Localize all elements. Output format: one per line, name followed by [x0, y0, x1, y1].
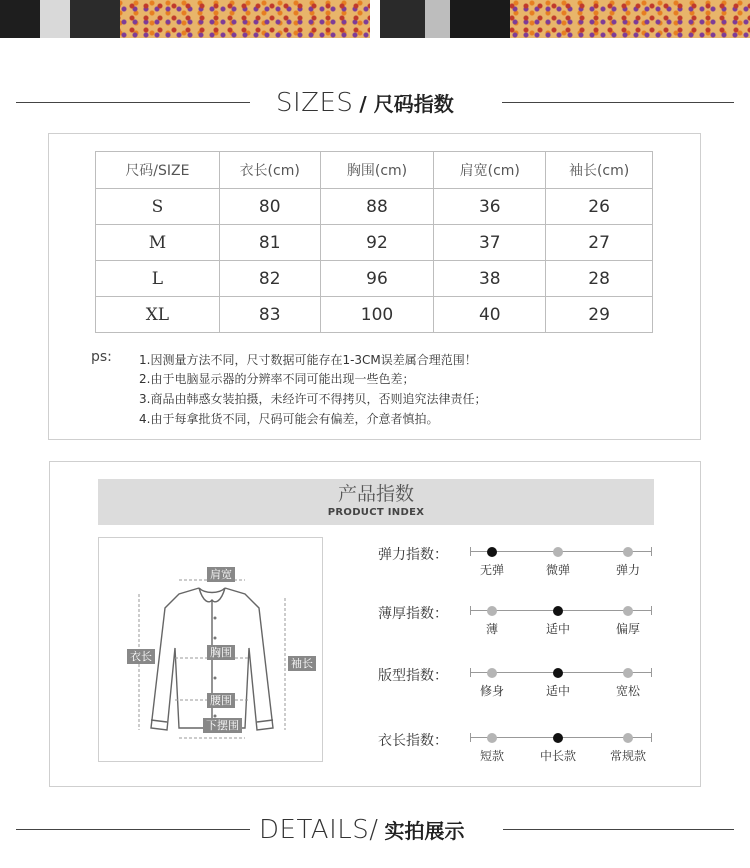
table-row: [96, 225, 653, 261]
size-cell: M: [96, 225, 220, 261]
index-scale: [470, 732, 652, 744]
scale-tick: [470, 606, 471, 615]
ps-note: 4.由于每拿批货不同，尺码可能会有偏差，介意者慎拍。: [139, 412, 439, 426]
index-option: 常规款: [609, 749, 647, 763]
ps-note: 1.因测量方法不同，尺寸数据可能存在1-3CM误差属合理范围！: [139, 353, 477, 367]
scale-tick: [470, 547, 471, 556]
details-heading: [259, 815, 465, 845]
scale-dot: [487, 733, 497, 743]
product-index-title: 产品指数: [337, 483, 414, 505]
divider-right: [503, 829, 734, 830]
ps-label: ps:: [91, 349, 112, 365]
product-index-band: [98, 479, 654, 525]
scale-dot: [623, 547, 633, 557]
scale-dot: [623, 733, 633, 743]
index-label: 薄厚指数：: [378, 606, 448, 622]
details-heading-cn: 实拍展示: [384, 819, 465, 843]
size-cell: S: [96, 189, 220, 225]
divider-left: [16, 102, 250, 103]
scale-dot: [487, 606, 497, 616]
index-option: 偏厚: [615, 622, 641, 636]
header-chest: 胸围(cm): [320, 152, 434, 189]
index-label: 版型指数：: [378, 668, 448, 684]
length-cell: 83: [219, 297, 320, 333]
index-option: 无弹: [479, 563, 505, 577]
sleeve-cell: 26: [546, 189, 653, 225]
product-photo-left: [0, 0, 370, 38]
selected-dot: [553, 668, 563, 678]
scale-dot: [553, 547, 563, 557]
table-row: [96, 189, 653, 225]
table-row: [96, 261, 653, 297]
sizes-heading-en: SIZES: [276, 88, 354, 118]
shoulder-cell: 38: [434, 261, 546, 297]
index-option: 宽松: [615, 684, 641, 698]
sleeve-cell: 28: [546, 261, 653, 297]
index-option: 短款: [479, 749, 505, 763]
chest-cell: 92: [320, 225, 434, 261]
shoulder-cell: 37: [434, 225, 546, 261]
index-option: 适中: [545, 622, 571, 636]
length-cell: 80: [219, 189, 320, 225]
index-option: 弹力: [615, 563, 641, 577]
scale-tick: [651, 606, 652, 615]
length-cell: 81: [219, 225, 320, 261]
scale-dot: [487, 668, 497, 678]
size-cell: L: [96, 261, 220, 297]
index-option: 中长款: [539, 749, 577, 763]
header-shoulder: 肩宽(cm): [434, 152, 546, 189]
chest-cell: 96: [320, 261, 434, 297]
product-index-subtitle: PRODUCT INDEX: [327, 507, 425, 518]
selected-dot: [553, 733, 563, 743]
selected-dot: [487, 547, 497, 557]
index-label: 弹力指数：: [378, 547, 448, 563]
scale-tick: [651, 668, 652, 677]
sleeve-cell: 29: [546, 297, 653, 333]
scale-tick: [470, 733, 471, 742]
chest-cell: 100: [320, 297, 434, 333]
divider-right: [502, 102, 734, 103]
index-option: 薄: [485, 622, 499, 636]
header-length: 衣长(cm): [219, 152, 320, 189]
details-heading-en: DETAILS/: [259, 815, 379, 845]
shoulder-cell: 40: [434, 297, 546, 333]
length-cell: 82: [219, 261, 320, 297]
header-size: 尺码/SIZE: [96, 152, 220, 189]
label-hem: 下摆围: [203, 718, 242, 733]
ps-note: 3.商品由韩惑女装拍摄，未经许可不得拷贝，否则追究法律责任；: [139, 392, 487, 406]
size-cell: XL: [96, 297, 220, 333]
index-scale: [470, 667, 652, 679]
divider-left: [16, 829, 250, 830]
scale-dot: [623, 606, 633, 616]
sleeve-cell: 27: [546, 225, 653, 261]
index-scale: [470, 546, 652, 558]
label-length: 衣长: [127, 649, 155, 664]
index-option: 适中: [545, 684, 571, 698]
sizes-heading-cn: / 尺码指数: [359, 92, 454, 116]
garment-measure-figure: [98, 537, 323, 762]
scale-tick: [651, 733, 652, 742]
index-label: 衣长指数：: [378, 733, 448, 749]
selected-dot: [553, 606, 563, 616]
ps-note: 2.由于电脑显示器的分辨率不同可能出现一些色差；: [139, 372, 415, 386]
sizes-heading: [276, 88, 454, 118]
header-sleeve: 袖长(cm): [546, 152, 653, 189]
scale-dot: [623, 668, 633, 678]
index-option: 微弹: [545, 563, 571, 577]
scale-tick: [651, 547, 652, 556]
size-table-header: [96, 152, 653, 189]
label-shoulder: 肩宽: [207, 567, 235, 582]
shoulder-cell: 36: [434, 189, 546, 225]
chest-cell: 88: [320, 189, 434, 225]
index-scale: [470, 605, 652, 617]
label-chest: 胸围: [207, 645, 235, 660]
product-photo-right: [380, 0, 750, 38]
index-option: 修身: [479, 684, 505, 698]
scale-tick: [470, 668, 471, 677]
label-waist: 腰围: [207, 693, 235, 708]
size-table: [95, 151, 653, 333]
table-row: [96, 297, 653, 333]
label-sleeve: 袖长: [288, 656, 316, 671]
